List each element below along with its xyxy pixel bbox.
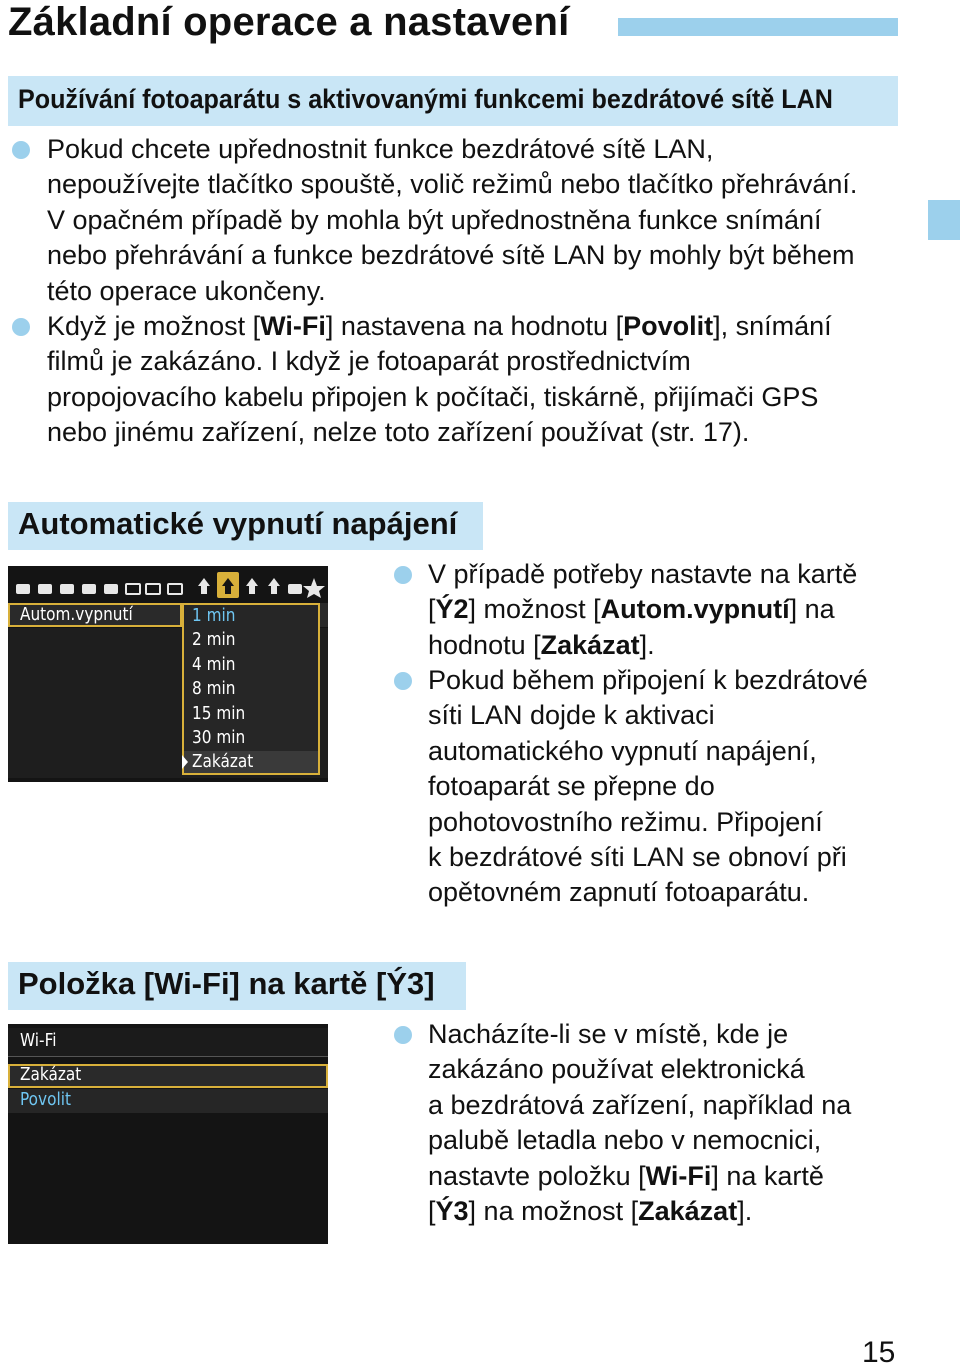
paragraph-airplane-hospital	[428, 1017, 851, 1229]
text-line	[47, 309, 832, 344]
text-run: nastavte položku [	[428, 1160, 646, 1191]
text-line: palubě letadla nebo v nemocnici,	[428, 1125, 822, 1156]
text-run: hodnotu [	[428, 629, 541, 660]
text-run-bold: Zakázat	[638, 1196, 738, 1227]
tab-ref-bold: Ý2	[435, 594, 469, 625]
text-line: nepoužívejte tlačítko spouště, volič režimů nebo tlačítko přehrávání.	[47, 169, 858, 200]
text-line: Nacházíte-li se v místě, kde je	[428, 1019, 789, 1049]
text-line: zakázáno používat elektronická	[428, 1054, 805, 1085]
text-line	[428, 1194, 851, 1229]
text-line: síti LAN dojde k aktivaci	[428, 700, 715, 731]
text-line: filmů je zakázáno. I když je fotoaparát prostřednictvím	[47, 346, 691, 377]
text-line: k bezdrátové síti LAN se obnoví při	[428, 842, 847, 873]
bullet-icon	[394, 566, 412, 584]
text-run-bold: Autom.vypnutí	[600, 594, 790, 625]
text-run: ].	[639, 629, 655, 660]
text-line: a bezdrátová zařízení, například na	[428, 1089, 852, 1120]
bullet-icon	[12, 141, 30, 159]
text-run: [	[428, 594, 436, 625]
paragraph-movie-disabled	[47, 309, 832, 451]
tab-ref-bold: Ý3	[435, 1196, 469, 1227]
text-line	[428, 628, 857, 663]
option-30-min[interactable]: 30 min	[192, 727, 246, 748]
paragraph-standby	[428, 663, 868, 911]
option-2-min[interactable]: 2 min	[192, 629, 236, 650]
text-line: této operace ukončeny.	[47, 275, 326, 306]
text-run-bold: Povolit	[623, 311, 714, 341]
side-thumb-tab	[928, 200, 960, 240]
text-line: fotoaparát se přepne do	[428, 771, 715, 802]
option-4-min[interactable]: 4 min	[192, 654, 236, 675]
option-disabled-wifi[interactable]: Zakázat	[20, 1064, 82, 1085]
option-8-min[interactable]: 8 min	[192, 678, 236, 699]
text-run-bold: Wi-Fi	[260, 311, 326, 341]
wifi-menu-title: Wi-Fi	[20, 1030, 57, 1051]
bullet-icon	[394, 672, 412, 690]
text-run: Když je možnost [	[47, 311, 261, 341]
text-run: ].	[737, 1196, 753, 1227]
paragraph-wifi-priority	[47, 132, 857, 309]
text-line	[428, 592, 857, 627]
text-line: opětovném zapnutí fotoaparátu.	[428, 877, 810, 908]
text-run: ] na	[789, 594, 835, 625]
text-line: propojovacího kabelu připojen k počítači, tiskárně, přijímači GPS	[47, 381, 819, 412]
option-1-min[interactable]: 1 min	[192, 605, 236, 626]
menu-tab-bar	[12, 570, 328, 600]
text-run-bold: Zakázat	[540, 629, 640, 660]
text-run: ] na kartě	[711, 1160, 824, 1191]
text-run-bold: Wi-Fi	[645, 1160, 712, 1191]
section-heading-wifi-use	[8, 76, 898, 126]
option-disabled[interactable]: Zakázat	[192, 751, 254, 772]
text-run: ] možnost [	[468, 594, 601, 625]
option-15-min[interactable]: 15 min	[192, 703, 246, 724]
text-line: Pokud během připojení k bezdrátové	[428, 665, 868, 695]
option-enabled-wifi[interactable]: Povolit	[20, 1089, 71, 1110]
bullet-icon	[394, 1026, 412, 1044]
text-run: ], snímání	[713, 311, 832, 341]
section-heading-auto-power-off: Automatické vypnutí napájení	[8, 502, 483, 550]
divider	[8, 1056, 328, 1057]
text-line: nebo jinému zařízení, nelze toto zařízení používat (str. 17).	[47, 417, 750, 448]
section-heading-wifi-item: Položka [Wi-Fi] na kartě [Ý3]	[8, 962, 466, 1010]
text-line: pohotovostního režimu. Připojení	[428, 806, 823, 837]
text-run: ] na možnost [	[468, 1196, 639, 1227]
menu-tab-icons	[12, 570, 328, 600]
paragraph-set-auto-power-off	[428, 557, 857, 663]
bullet-icon	[12, 318, 30, 336]
page-title: Základní operace a nastavení	[8, 0, 570, 44]
text-run: [	[428, 1196, 436, 1227]
title-decoration-bar	[618, 18, 898, 36]
text-line: V případě potřeby nastavte na kartě	[428, 559, 858, 589]
page-number: 15	[862, 1336, 896, 1369]
text-run: ] nastavena na hodnotu [	[325, 311, 624, 341]
menu-item-label: Autom.vypnutí	[20, 604, 133, 625]
section-heading-text: Používání fotoaparátu s aktivovanými funkcemi bezdrátové sítě LAN	[18, 84, 833, 114]
cursor-arrow-icon	[182, 755, 188, 769]
text-line: nebo přehrávání a funkce bezdrátové sítě LAN by mohly být během	[47, 240, 855, 271]
text-line: V opačném případě by mohla být upřednostněna funkce snímání	[47, 204, 822, 235]
text-line: automatického vypnutí napájení,	[428, 735, 817, 766]
text-line	[428, 1159, 851, 1194]
camera-menu-screen-wifi	[8, 1024, 328, 1244]
text-line: Pokud chcete upřednostnit funkce bezdrátové sítě LAN,	[47, 134, 714, 164]
